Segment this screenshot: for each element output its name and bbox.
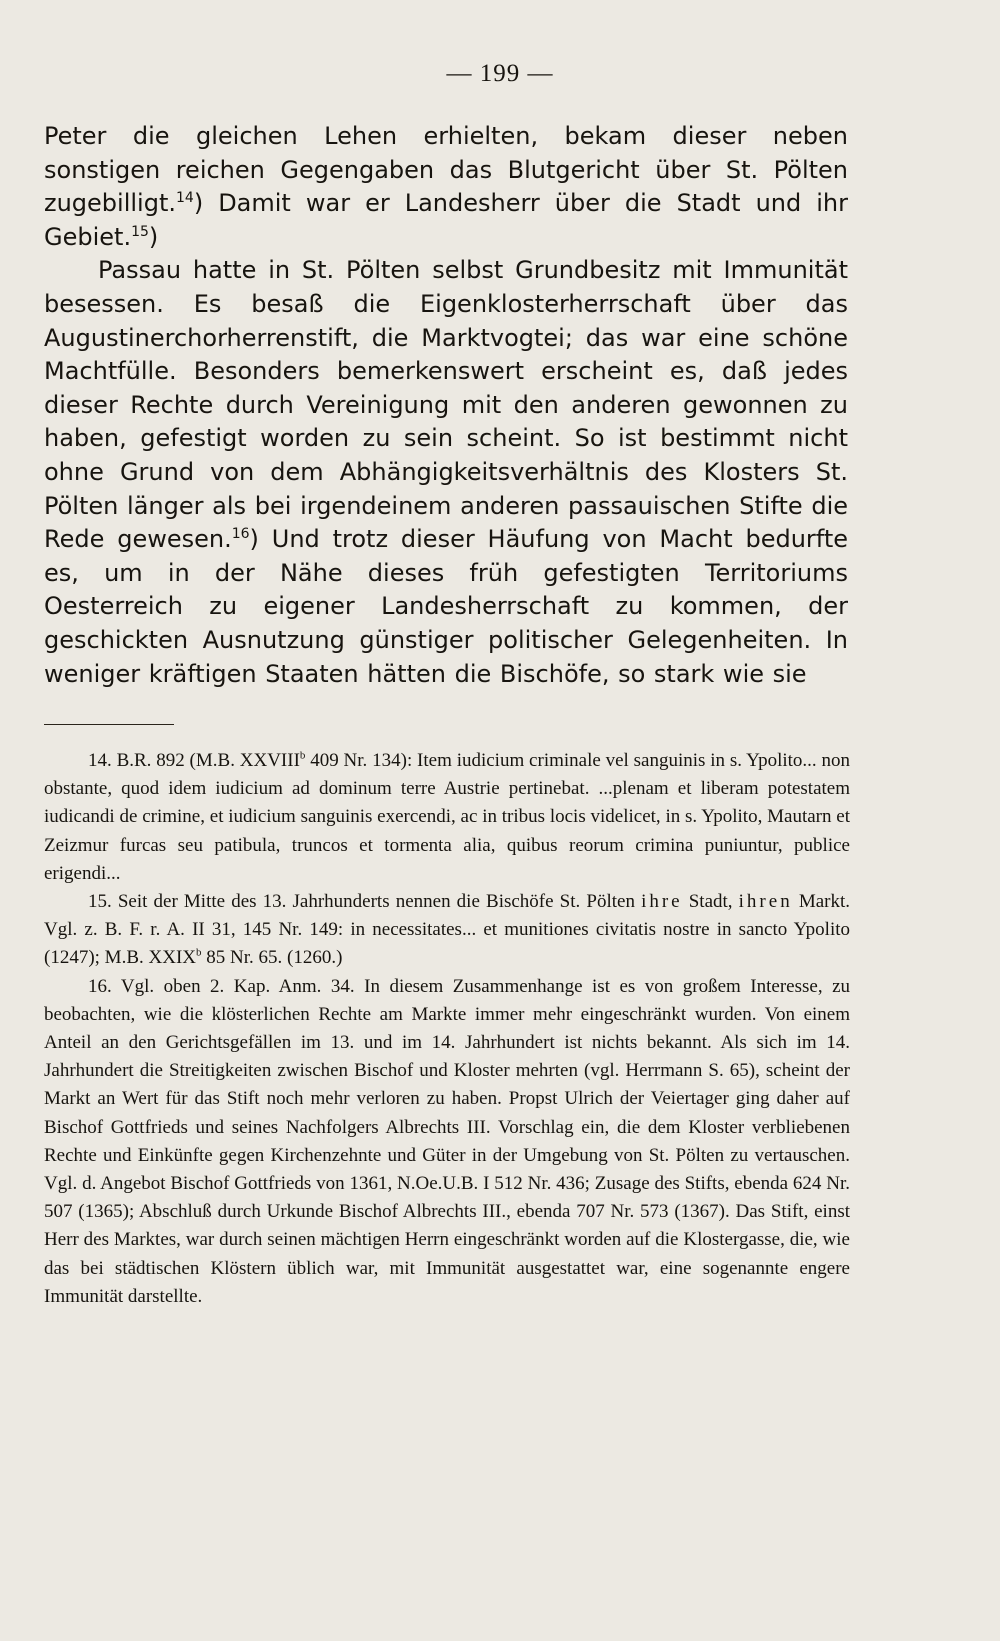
footnote-15-text-d: 85 Nr. 65. (1260.) bbox=[201, 947, 343, 969]
main-text bbox=[44, 120, 848, 691]
footnote-ref-15: 15 bbox=[131, 223, 149, 240]
footnote-15-spaced-word-2: ihren bbox=[738, 891, 793, 913]
page-number: — 199 — bbox=[446, 60, 554, 87]
footnote-14 bbox=[44, 747, 850, 888]
paragraph-1-text-a: Peter die gleichen Lehen erhielten, bekam dieser neben sonstigen reichen Gegengaben das Blutgericht über St. Pölten zugebilligt. bbox=[44, 122, 848, 218]
paragraph-2-text-a: Passau hatte in St. Pölten selbst Grundbesitz mit Immunität besessen. Es besaß die Eigenklosterherrschaft über das Augustinerchorherrenstift, die Marktvogtei; das war eine schöne Machtfülle. Besonders bemerkenswert erscheint es, daß jedes dieser Rechte durch Vereinigung mit den anderen gewonnen zu haben, gefestigt worden zu sein scheint. So ist bestimmt nicht ohne Grund von dem Abhängigkeitsverhältnis des Klosters St. Pölten länger als bei irgendeinem anderen passauischen Stifte die Rede gewesen. bbox=[44, 256, 848, 554]
paragraph-1 bbox=[44, 120, 848, 254]
footnote-14-text-b: 409 Nr. 134): Item iudicium criminale vel sanguinis in s. Ypolito... non obstante, quod idem iudicium ad dominum terre Austrie pertinebat. ...plenam et liberam potestatem iudicandi de crimine, et iudicium sanguinis exercendi, ac in tribus locis videlicet, in s. Ypolito, Mautarn et Zeizmur furcas seu patibula, truncos et tormenta alia, quibus reorum crimina puniuntur, publice erigendi... bbox=[44, 750, 850, 884]
footnote-15-text-b: Stadt, bbox=[682, 891, 739, 913]
footnote-15-spaced-word-1: ihre bbox=[641, 891, 683, 913]
footnote-16-text: 16. Vgl. oben 2. Kap. Anm. 34. In diesem Zusammenhange ist es von großem Interesse, zu beobachten, wie die klösterlichen Rechte am Markte immer mehr eingeschränkt wurden. Von einem Anteil an den Gerichtsgefällen im 13. und im 14. Jahrhundert ist nichts bekannt. Als sich im 14. Jahrhundert die Streitigkeiten zwischen Bischof und Kloster mehrten (vgl. Herrmann S. 65), scheint der Markt an Wert für das Stift noch mehr verloren zu haben. Propst Ulrich der Veiertager ging daher auf Bischof Gottfrieds und seines Nachfolgers Albrechts III. Vorschlag ein, die dem Kloster verbliebenen Rechte und Einkünfte gegen Kirchenzehnte und Güter in der Umgebung von St. Pölten zu vertauschen. Vgl. d. Angebot Bischof Gottfrieds von 1361, N.Oe.U.B. I 512 Nr. 436; Zusage des Stifts, ebenda 624 Nr. 507 (1365); Abschluß durch Urkunde Bischof Albrechts III., ebenda 707 Nr. 573 (1367). Das Stift, einst Herr des Marktes, war durch seinen mächtigen Herrn eingeschränkt worden auf die Klostergasse, die, wie das bei städtischen Klöstern üblich war, mit Immunität ausgestattet war, eine sogenannte engere Immunität darstellte. bbox=[44, 975, 850, 1307]
paragraph-1-text-c: ) bbox=[148, 222, 159, 251]
footnote-16 bbox=[44, 973, 850, 1311]
footnotes bbox=[44, 747, 850, 1311]
footnote-ref-14: 14 bbox=[176, 190, 194, 207]
footnote-14-text-a: 14. B.R. 892 (M.B. XXVIII bbox=[88, 750, 300, 771]
paragraph-2 bbox=[44, 254, 848, 691]
footnote-15-text-c: Markt. Vgl. z. B. F. r. A. II 31, 145 Nr. 149: in necessitates... et munitiones civitatis nostre in sancto Ypolito (1247); M.B. XXIX bbox=[44, 891, 851, 969]
footnote-ref-16: 16 bbox=[231, 526, 250, 543]
footnote-15-superscript: b bbox=[196, 947, 202, 960]
footnote-15 bbox=[44, 888, 850, 973]
paragraph-2-text-b: ) Und trotz dieser Häufung von Macht bedurfte es, um in der Nähe dieses früh gefestigten Territoriums Oesterreich zu eigener Landesherrschaft zu kommen, der geschickten Ausnutzung günstiger politischer Gelegenheiten. In weniger kräftigen Staaten hätten die Bischöfe, so stark wie sie bbox=[44, 525, 849, 688]
paragraph-1-text-b: ) Damit war er Landesherr über die Stadt und ihr Gebiet. bbox=[44, 189, 848, 251]
footnote-15-text-a: 15. Seit der Mitte des 13. Jahrhunderts nennen die Bischöfe St. Pölten bbox=[88, 891, 642, 913]
footnote-14-superscript: b bbox=[299, 749, 306, 762]
footnote-divider bbox=[44, 724, 174, 725]
